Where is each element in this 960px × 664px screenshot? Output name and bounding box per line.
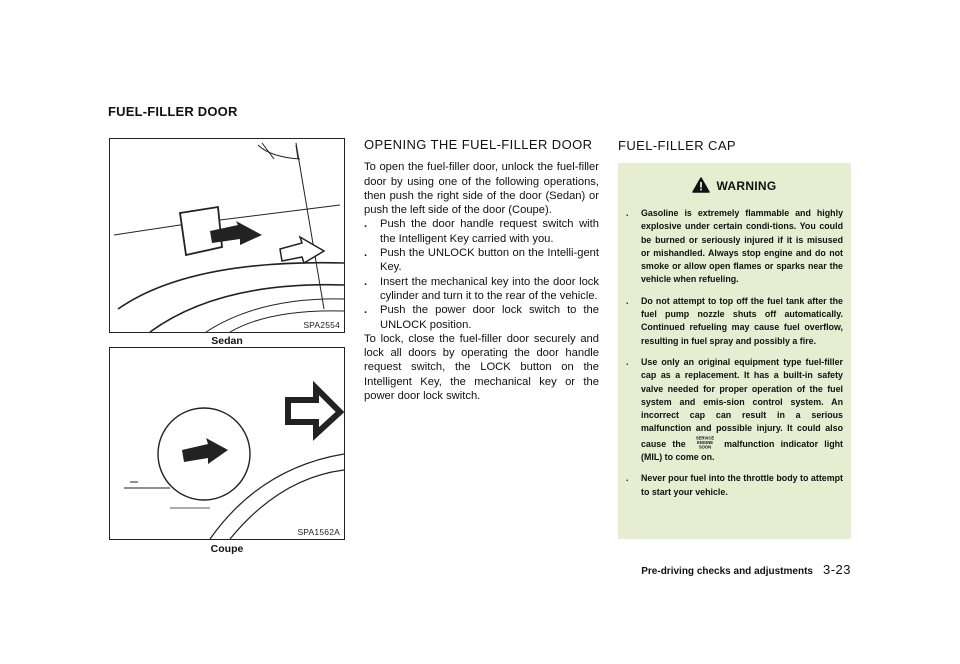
warning-list — [626, 207, 843, 507]
opening-steps — [364, 217, 599, 331]
section-heading: FUEL-FILLER DOOR — [108, 104, 238, 119]
icon-line: SERVICE — [695, 435, 715, 441]
sedan-figure — [109, 138, 345, 333]
icon-line: ENGINE — [696, 439, 713, 445]
cap-section — [618, 138, 851, 161]
warning-triangle-icon — [692, 177, 710, 193]
list-item: . Never pour fuel into the throttle body to attempt to start your vehicle. — [626, 473, 843, 497]
figure-caption: Coupe — [210, 543, 244, 555]
coupe-figure — [109, 347, 345, 540]
warning-title: WARNING — [716, 179, 777, 193]
footer-section: Pre-driving checks and adjustments — [641, 566, 813, 577]
opening-closing: To lock, close the fuel-filler door securely and lock all doors by operating the door handle request switch, the LOCK button on the Intelligent Key, the mechanical key or the power door lock switch. — [364, 332, 599, 403]
coupe-illustration — [110, 348, 344, 539]
list-item: . Use only an original equipment type fuel-filler cap as a replacement. It has a built-in safety valve needed for proper operation of the fuel system and emis-sion control system. An incorrect cap can result in a serious malfunction and possible injury. It could also cause the SERVICE ENGINE SOON malfunction indicator light (MIL) to come on. — [626, 356, 843, 463]
opening-section — [364, 138, 599, 403]
cap-heading: FUEL-FILLER CAP — [618, 138, 736, 153]
icon-line: SOON — [698, 444, 712, 449]
list-item: . Push the UNLOCK button on the Intelli-gent Key. — [364, 247, 599, 274]
warning-header — [618, 177, 851, 193]
opening-intro: To open the fuel-filler door, unlock the fuel-filler door by using one of the following operations, then push the right side of the door (Sedan) or push the left side of the door (Coupe). — [364, 161, 599, 217]
sedan-illustration — [110, 139, 344, 332]
list-item: . Insert the mechanical key into the door lock cylinder and turn it to the rear of the vehicle. — [364, 275, 599, 302]
figure-caption: Sedan — [211, 335, 243, 347]
opening-heading: OPENING THE FUEL-FILLER DOOR — [364, 137, 593, 152]
figure-code: SPA2554 — [303, 320, 340, 330]
warning-box — [618, 163, 851, 539]
list-item: . Do not attempt to top off the fuel tank after the fuel pump nozzle shuts off automatically. Continued refueling may cause fuel overflow, resulting in fuel spray and possibly a fire. — [626, 295, 843, 346]
page-number: 3-23 — [822, 562, 851, 577]
list-item: . Push the power door lock switch to the UNLOCK position. — [364, 304, 599, 331]
page-footer — [641, 562, 851, 577]
list-item: . Gasoline is extremely flammable and highly explosive under certain condi-tions. You could be burned or seriously injured if it is misused or mishandled. Always stop engine and do not smoke or allow open flames or sparks near the vehicle when refueling. — [626, 208, 843, 285]
list-item: . Push the door handle request switch with the Intelligent Key carried with you. — [364, 218, 599, 245]
service-engine-soon-icon — [692, 436, 718, 449]
figure-code: SPA1562A — [297, 527, 340, 537]
